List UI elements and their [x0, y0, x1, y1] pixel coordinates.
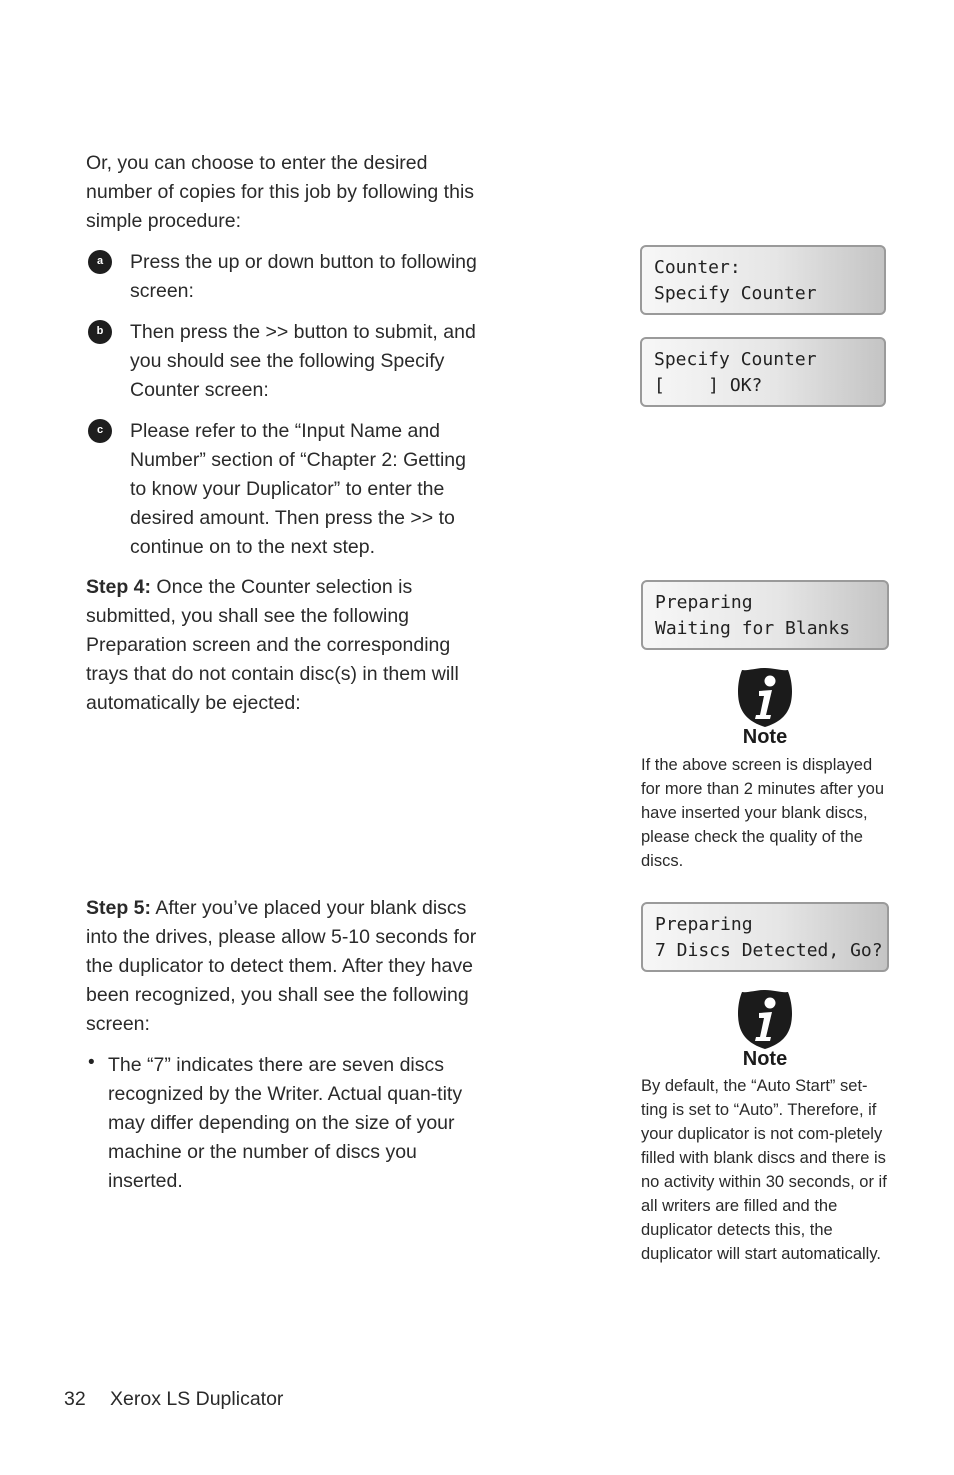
step-5-bullet-marker: •: [88, 1052, 95, 1073]
lcd-preparing-waiting-screen: [641, 580, 889, 650]
step-4-paragraph: [86, 573, 486, 718]
note-label: Note: [742, 1048, 788, 1070]
step-4-text: Once the Counter selection is submitted, you shall see the following Preparation screen and the corresponding trays that do not contain disc(s) in them will automatically be ejected:: [86, 576, 459, 714]
lcd-line-1: Preparing: [655, 914, 753, 935]
lcd-line-1: Preparing: [655, 592, 753, 613]
note-text: By default, the “Auto Start” set-ting is set to “Auto”. Therefore, if your duplicator is not com-pletely filled with blank discs and there is no activity within 30 seconds, or if all writers are filled and the duplicator detects this, the duplicator will start automatically.: [641, 1077, 887, 1263]
lcd-line-2: 7 Discs Detected, Go?: [655, 940, 883, 961]
step-5-bullet-text: The “7” indicates there are seven discs recognized by the Writer. Actual quan-tity may differ depending on the size of your machine or the number of discs you inserted.: [108, 1054, 463, 1192]
step-a-marker: a: [88, 250, 112, 274]
step-b-marker: b: [88, 320, 112, 344]
step-a-text: Press the up or down button to following screen:: [130, 251, 477, 302]
lcd-line-2: Waiting for Blanks: [655, 618, 851, 639]
step-c-marker: c: [88, 419, 112, 443]
lcd-line-2: Specify Counter: [654, 283, 817, 304]
step-5-label: Step 5:: [86, 897, 152, 919]
step-4-label: Step 4:: [86, 576, 152, 598]
lcd-counter-screen: [640, 245, 886, 315]
info-shield-icon: [734, 988, 796, 1050]
footer-title: Xerox LS Duplicator: [110, 1388, 284, 1410]
intro-paragraph: Or, you can choose to enter the desired number of copies for this job by following this simple procedure:: [86, 152, 475, 232]
note-text: If the above screen is displayed for more than 2 minutes after you have inserted your blank discs, please check the quality of the discs.: [641, 756, 885, 870]
lcd-line-1: Specify Counter: [654, 349, 817, 370]
step-c-text: Please refer to the “Input Name and Number” section of “Chapter 2: Getting to know your Duplicator” to enter the desired amount. Then press the >> to continue on to the next step.: [130, 420, 466, 558]
info-shield-icon: [734, 666, 796, 728]
step-b-text: Then press the >> button to submit, and you should see the following Specify Counter screen:: [130, 321, 476, 401]
step-5-paragraph: [86, 894, 486, 1039]
lcd-line-1: Counter:: [654, 257, 741, 278]
step-5-text: After you’ve placed your blank discs into the drives, please allow 5-10 seconds for the duplicator to detect them. After they have been recognized, you shall see the following screen:: [86, 897, 477, 1035]
lcd-discs-detected-screen: [641, 902, 889, 972]
lcd-specify-counter-screen: [640, 337, 886, 407]
lcd-line-2: [ ] OK?: [654, 375, 763, 396]
page-number: 32: [64, 1388, 86, 1410]
note-label: Note: [742, 726, 788, 748]
